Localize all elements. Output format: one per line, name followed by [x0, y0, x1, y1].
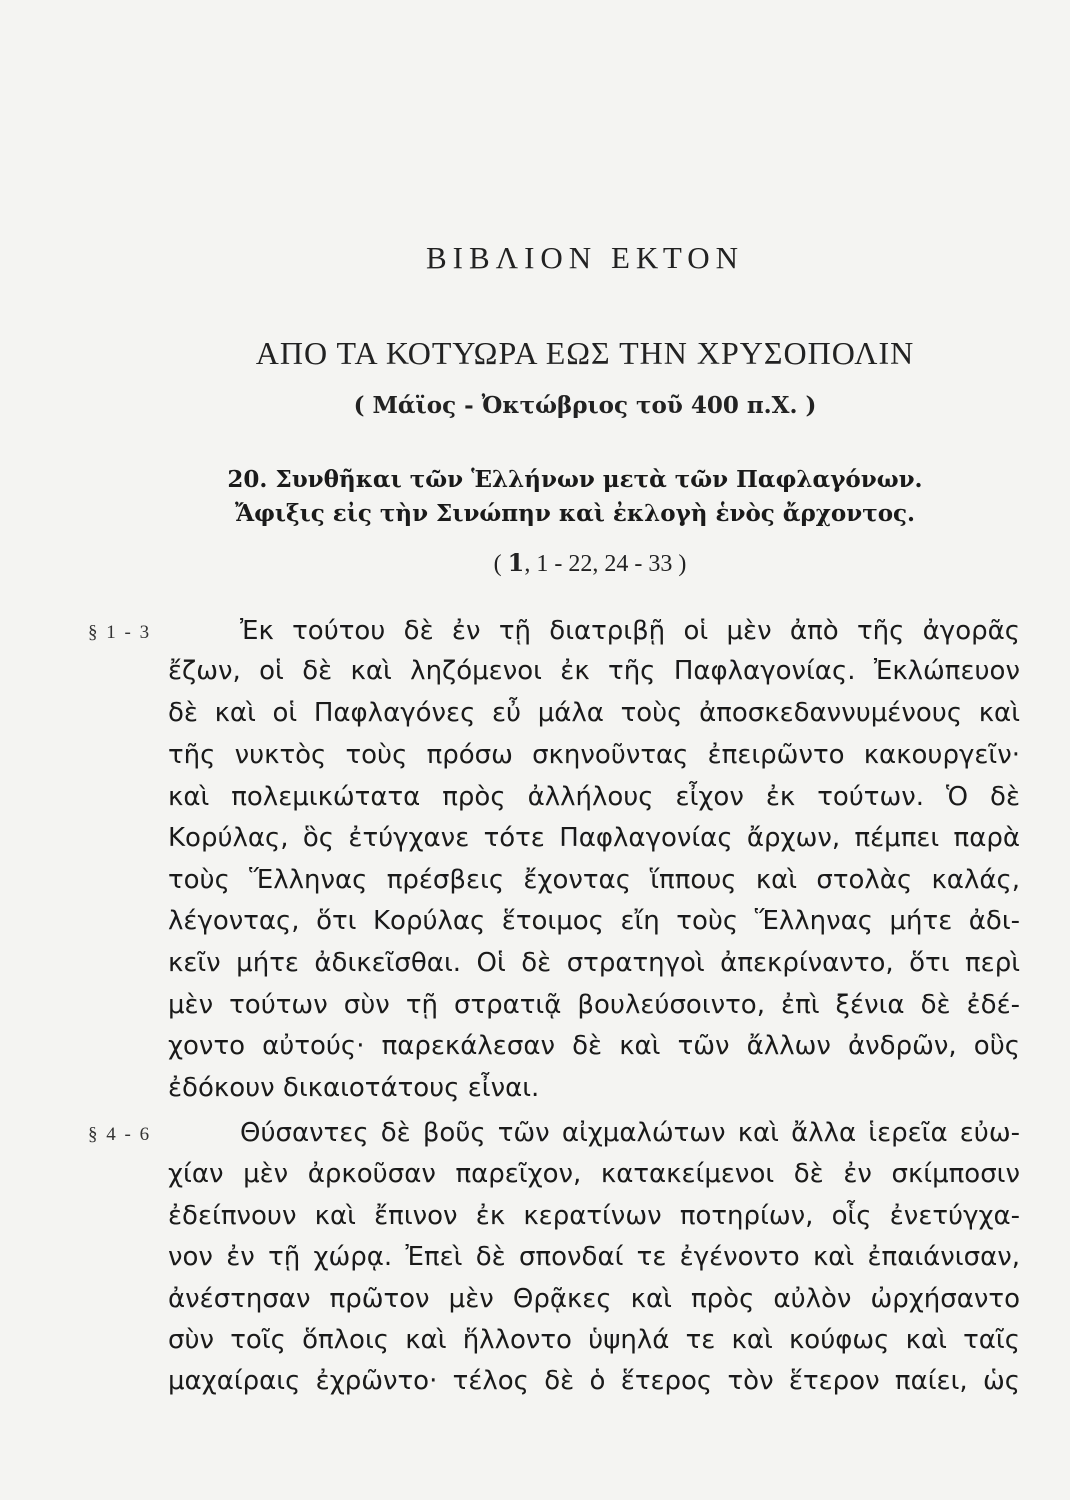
text-line: νον ἐν τῇ χώρᾳ. Ἐπεὶ δὲ σπονδαί τε ἐγένοντο καὶ ἐπαιάνισαν, [168, 1242, 1020, 1272]
text-line: κεῖν μήτε ἀδικεῖσθαι. Οἱ δὲ στρατηγοὶ ἀπεκρίναντο, ὅτι περὶ [168, 948, 1020, 978]
chapter-dates: ( Μάϊος - Ὀκτώβριος τοῦ 400 π.Χ. ) [353, 392, 817, 419]
text-line: Ἐκ τούτου δὲ ἐν τῇ διατριβῇ οἱ μὲν ἀπὸ τῆς ἀγορᾶς [240, 616, 1020, 646]
book-title: ΒΙΒΛΙΟΝ ΕΚΤΟΝ [425, 240, 745, 275]
text-line: καὶ πολεμικώτατα πρὸς ἀλλήλους εἶχον ἐκ τούτων. Ὁ δὲ [168, 782, 1020, 812]
text-line: λέγοντας, ὅτι Κορύλας ἕτοιμος εἴη τοὺς Ἕλληνας μήτε ἀδι- [168, 906, 1020, 936]
section-heading-text-1: Συνθῆκαι τῶν Ἑλλήνων μετὰ τῶν Παφλαγόνων. [275, 466, 923, 493]
text-line: δὲ καὶ οἱ Παφλαγόνες εὖ μάλα τοὺς ἀποσκεδαννυμένους καὶ [168, 698, 1020, 728]
text-line: χοντο αὐτούς· παρεκάλεσαν δὲ καὶ τῶν ἄλλων ἀνδρῶν, οὓς [168, 1031, 1020, 1061]
reference-book-number: 1 [507, 548, 525, 577]
reference-open-paren: ( [493, 551, 502, 577]
text-line: τῆς νυκτὸς τοὺς πρόσω σκηνοῦντας ἐπειρῶντο κακουργεῖν· [168, 740, 1020, 770]
margin-reference: § 1 - 3 [88, 622, 152, 643]
chapter-title: ΑΠΟ ΤΑ ΚΟΤΥΩΡΑ ΕΩΣ ΤΗΝ ΧΡΥΣΟΠΟΛΙΝ [255, 335, 915, 371]
text-line: Θύσαντες δὲ βοῦς τῶν αἰχμαλώτων καὶ ἄλλα ἱερεῖα εὐω- [240, 1118, 1020, 1148]
text-line: ἀνέστησαν πρῶτον μὲν Θρᾷκες καὶ πρὸς αὐλὸν ὠρχήσαντο [168, 1284, 1020, 1314]
text-line: ἐδείπνουν καὶ ἔπινον ἐκ κερατίνων ποτηρίων, οἷς ἐνετύγχα- [168, 1201, 1020, 1231]
text-line: τοὺς Ἕλληνας πρέσβεις ἔχοντας ἵππους καὶ στολὰς καλάς, [168, 865, 1020, 895]
section-heading-line-1 [0, 466, 1070, 493]
text-line: ἐδόκουν δικαιοτάτους εἶναι. [168, 1073, 540, 1103]
reference-ranges: , 1 - 22, 24 - 33 ) [524, 551, 687, 577]
section-heading-line-2: Ἄφιξις εἰς τὴν Σινώπην καὶ ἐκλογὴ ἑνὸς ἄρχοντος. [234, 500, 916, 527]
section-reference [0, 548, 1070, 578]
text-line: μαχαίραις ἐχρῶντο· τέλος δὲ ὁ ἕτερος τὸν ἕτερον παίει, ὡς [168, 1366, 1020, 1396]
text-line: μὲν τούτων σὺν τῇ στρατιᾷ βουλεύσοιντο, ἐπὶ ξένια δὲ ἐδέ- [168, 990, 1020, 1020]
text-line: ἔζων, οἱ δὲ καὶ ληζόμενοι ἐκ τῆς Παφλαγονίας. Ἐκλώπευον [168, 656, 1020, 686]
text-line: σὺν τοῖς ὅπλοις καὶ ἥλλοντο ὑψηλά τε καὶ κούφως καὶ ταῖς [168, 1325, 1020, 1355]
text-line: Κορύλας, ὃς ἐτύγχανε τότε Παφλαγονίας ἄρχων, πέμπει παρὰ [168, 823, 1020, 853]
margin-reference: § 4 - 6 [88, 1124, 152, 1145]
text-line: χίαν μὲν ἀρκοῦσαν παρεῖχον, κατακείμενοι δὲ ἐν σκίμποσιν [168, 1159, 1020, 1189]
section-number: 20. [227, 466, 268, 493]
